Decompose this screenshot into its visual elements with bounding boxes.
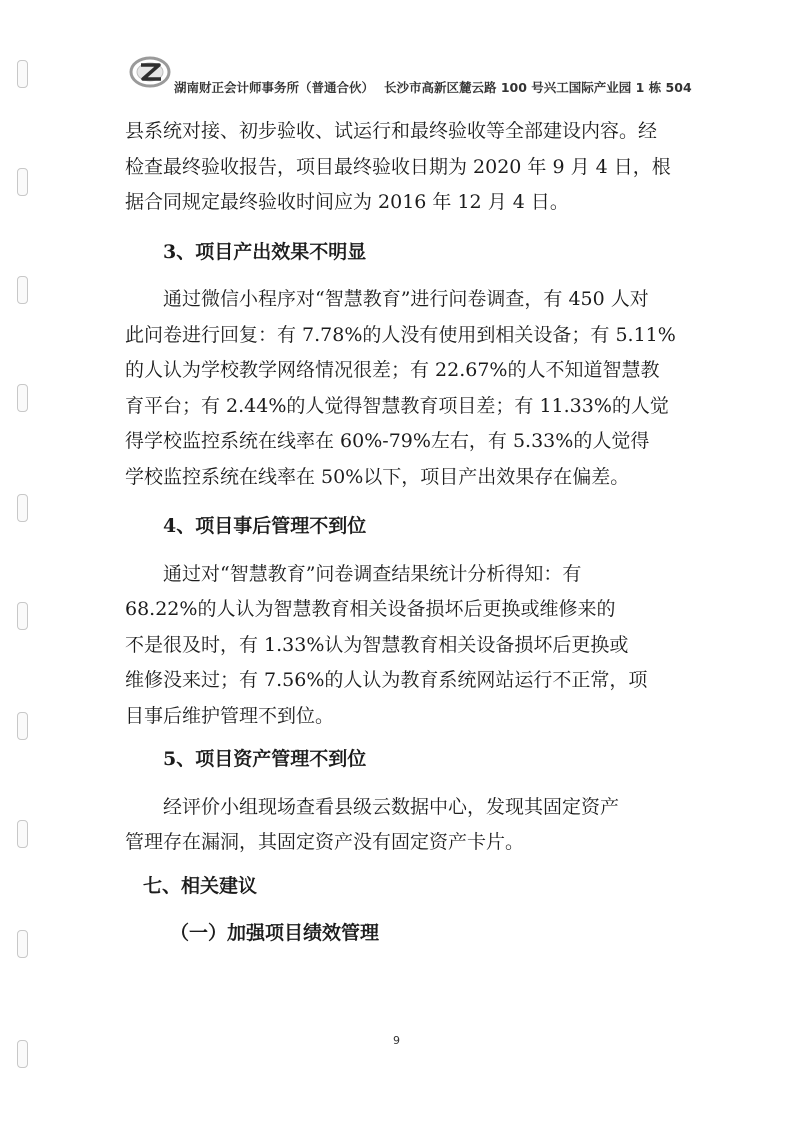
document-body [125,114,681,952]
page-header [128,50,692,95]
text-line: 维修没来过；有 7.56%的人认为教育系统网站运行不正常，项 [125,669,648,691]
paragraph-post-management [125,557,681,735]
text-line: 目事后维护管理不到位。 [125,704,335,727]
text-line: 此问卷进行回复：有 7.78%的人没有使用到相关设备；有 5.11% [125,323,676,346]
binding-hole-icon [17,276,28,304]
binding-hole-icon [17,494,28,522]
text-line: 通过微信小程序对“智慧教育”进行问卷调查，有 450 人对 [163,288,649,310]
text-line: 据合同规定最终验收时间应为 2016 年 12 月 4 日。 [125,191,569,213]
text-line: 育平台；有 2.44%的人觉得智慧教育项目差；有 11.33%的人觉 [125,394,669,417]
text-line: 的人认为学校教学网络情况很差；有 22.67%的人不知道智慧教 [125,359,660,381]
section-heading-5: 5、项目资产管理不到位 [163,748,367,770]
section-heading-3: 3、项目产出效果不明显 [163,240,367,263]
paragraph-acceptance-date [125,114,681,221]
binding-hole-icon [17,60,28,88]
text-line: 县系统对接、初步验收、试运行和最终验收等全部建设内容。经 [125,120,658,142]
binding-hole-icon [17,712,28,740]
text-line: 经评价小组现场查看县级云数据中心，发现其固定资产 [163,795,620,818]
header-address: 长沙市高新区麓云路 100 号兴工国际产业园 1 栋 504 [384,80,692,95]
text-line: 68.22%的人认为智慧教育相关设备损坏后更换或维修来的 [125,598,616,620]
subsection-heading-7-1: （一）加强项目绩效管理 [170,922,380,944]
header-company-name: 湖南财正会计师事务所（普通合伙） [174,80,375,95]
text-line: 学校监控系统在线率在 50%以下，项目产出效果存在偏差。 [125,465,630,488]
section-heading-4: 4、项目事后管理不到位 [163,515,367,537]
text-line: 管理存在漏洞，其固定资产没有固定资产卡片。 [125,831,525,853]
page-number: 9 [393,1034,400,1047]
chapter-heading-7: 七、相关建议 [143,874,258,897]
binding-hole-icon [17,384,28,412]
text-line: 通过对“智慧教育”问卷调查结果统计分析得知：有 [163,562,582,585]
binding-hole-icon [17,602,28,630]
text-line: 不是很及时，有 1.33%认为智慧教育相关设备损坏后更换或 [125,633,629,656]
binding-hole-icon [17,820,28,848]
text-line: 检查最终验收报告，项目最终验收日期为 2020 年 9 月 4 日，根 [125,155,671,178]
paragraph-survey-output [125,282,681,495]
paragraph-asset-management [125,790,681,861]
text-line: 得学校监控系统在线率在 60%-79%左右，有 5.33%的人觉得 [125,430,650,452]
firm-logo-icon [128,50,174,92]
binding-hole-icon [17,930,28,958]
binding-hole-icon [17,168,28,196]
